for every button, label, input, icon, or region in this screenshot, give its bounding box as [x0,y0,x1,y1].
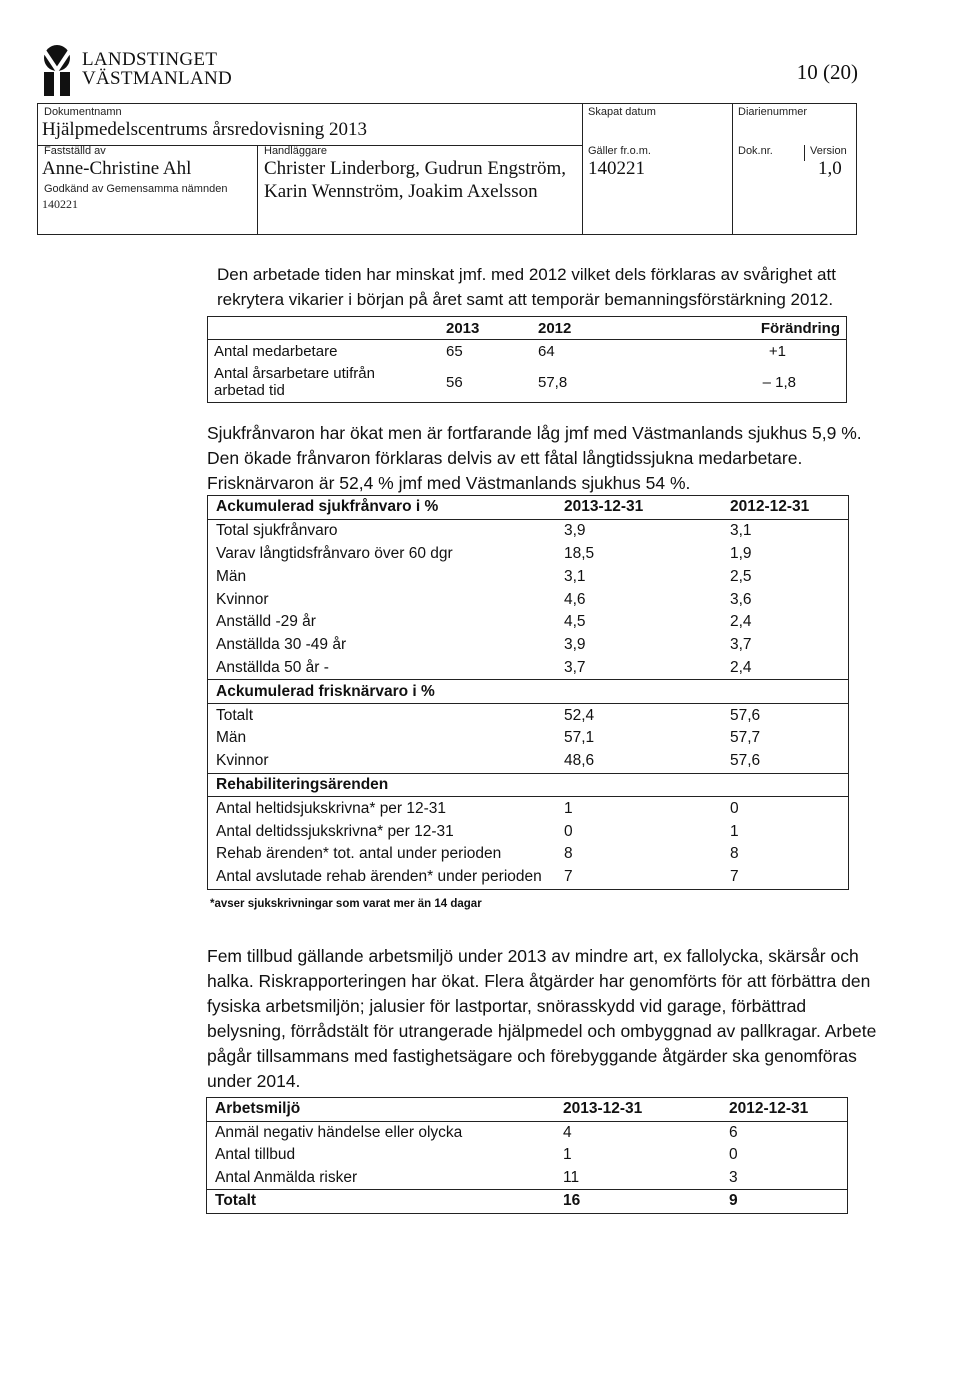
cell-label: Män [216,567,247,585]
cell-label: Antal Anmälda risker [215,1168,358,1186]
created-date-label: Skapat datum [588,106,656,118]
cell-change: – 1,8 [762,373,796,391]
handler-line1: Christer Linderborg, Gudrun Engström, [264,158,567,179]
cell-2013: 56 [446,373,463,391]
staff-change-table [207,316,847,403]
para1-line1: Den arbetade tiden har minskat jmf. med 2012 vilket dels förklaras av svårighet att [217,265,836,284]
cell-label: Antal avslutade rehab ärenden* under perioden [216,868,542,886]
sick-section-rehab: Rehabiliteringsärenden [208,773,849,797]
table-row [208,362,847,403]
table-row [208,565,849,588]
para3-line2: halka. Riskrapporteringen har ökat. Flera åtgärder har genomförts för att förbättra den [207,971,871,991]
para1-line2: rekrytera vikarier i början på året samt att temporär bemanningsförstärkning 2012. [217,290,834,309]
cell-2013: 65 [446,342,463,360]
valid-from-label: Gäller fr.o.m. [588,145,651,157]
env-total-label: Totalt [215,1192,257,1210]
cell-label: Anställd -29 år [216,613,316,631]
cell-2012: 0 [730,799,739,817]
cell-2012: 57,8 [538,373,568,391]
para3-line3: fysiska arbetsmiljön; jalusier för lastportar, snörasskydd vid garage, förbättrad [207,996,807,1016]
para2-line2: Den ökade frånvaron förklaras delvis av ett fåtal långtidssjukna medarbetare. [207,448,803,468]
valid-from: 140221 [588,158,645,179]
footnote: *avser sjukskrivningar som varat mer än 14 dagar [210,898,482,910]
cell-label: Kvinnor [216,590,269,608]
para2-line1: Sjukfrånvaron har ökat men är fortfarande låg jmf med Västmanlands sjukhus 5,9 %. [207,423,862,443]
cell-2013: 3,1 [564,567,586,585]
cell-2012: 1 [730,822,739,840]
sick-leave-table [207,495,849,890]
cell-2013: 18,5 [564,544,595,562]
para2-line3: Frisknärvaron är 52,4 % jmf med Västmanlands sjukhus 54 %. [207,473,691,493]
table-row [207,1167,848,1190]
table-row [208,797,849,820]
handler-label: Handläggare [264,145,327,157]
table-row [207,1144,848,1167]
cell-2013: 0 [564,822,573,840]
work-environment-table [206,1097,848,1214]
cell-label: Antal tillbud [215,1146,296,1164]
cell-2012: 3,7 [730,636,752,654]
env-header-2012: 2012-12-31 [721,1098,848,1122]
table-row-total [207,1190,848,1214]
version-label: Version [810,145,847,157]
para3-line1: Fem tillbud gällande arbetsmiljö under 2013 av mindre art, ex fallolycka, skärsår och [207,946,859,966]
cell-2012: 64 [538,342,555,360]
cell-2012: 8 [730,845,739,863]
cell-2013: 7 [564,868,573,886]
sick-header-label: Ackumulerad sjukfrånvaro i % [208,496,557,520]
env-header-2013: 2013-12-31 [555,1098,721,1122]
cell-2013: 1 [564,799,573,817]
cell-label: Varav långtidsfrånvaro över 60 dgr [216,544,453,562]
cell-label: Total sjukfrånvaro [216,522,338,540]
cell-2013: 4,5 [564,613,586,631]
cell-2013: 4 [563,1123,572,1141]
table-row [208,866,849,889]
cell-2013: 3,7 [564,658,586,676]
para3-line5: pågår tillsammans med fastighetsägare och förebyggande åtgärder ska genomföras [207,1046,857,1066]
diary-number-label: Diarienummer [738,106,808,118]
cell-2013: 48,6 [564,752,595,770]
cell-2012: 57,6 [730,706,761,724]
paragraph-work-environment [207,944,907,1094]
change-header-2012: 2012 [538,319,572,337]
cell-2012: 57,6 [730,752,761,770]
table-row [208,519,849,542]
cell-2012: 2,4 [730,613,752,631]
para3-line6: under 2014. [207,1071,301,1091]
cell-2013: 11 [563,1168,580,1186]
paragraph-worked-time [217,262,897,312]
version: 1,0 [818,158,842,179]
approved-board-date: 140221 [42,197,78,211]
doc-number-label: Dok.nr. [738,145,773,157]
org-name-line1: LANDSTINGET [82,49,218,70]
cell-2012: 3 [729,1168,738,1186]
cell-2012: 2,4 [730,658,752,676]
doc-name-label: Dokumentnamn [44,106,122,118]
document-meta-table [37,103,857,235]
cell-label-line1: Antal årsarbetare utifrån [214,365,375,382]
table-row [208,340,847,363]
cell-label-line2: arbetad tid [214,382,285,399]
cell-label: Anställda 50 år - [216,658,329,676]
cell-2012: 3,6 [730,590,752,608]
env-total-2013: 16 [563,1192,581,1210]
table-row [208,634,849,657]
table-row [208,750,849,773]
cell-label [208,362,441,403]
cell-2013: 52,4 [564,706,595,724]
landstinget-logo-icon [38,44,76,98]
approved-board-label: Godkänd av Gemensamma nämnden [44,183,228,195]
cell-label: Antal medarbetare [214,342,338,360]
table-row [208,588,849,611]
table-row [208,611,849,634]
table-row [208,704,849,727]
cell-2013: 8 [564,845,573,863]
table-row [208,820,849,843]
sick-header-2012: 2012-12-31 [722,496,849,520]
cell-2012: 1,9 [730,544,752,562]
cell-label: Anställda 30 -49 år [216,636,347,654]
cell-2012: 0 [729,1146,738,1164]
change-header-change: Förändring [760,319,840,337]
table-row [207,1121,848,1144]
cell-2013: 4,6 [564,590,586,608]
sick-header-2013: 2013-12-31 [556,496,722,520]
env-total-2012: 9 [729,1192,738,1210]
cell-label: Rehab ärenden* tot. antal under perioden [216,845,502,863]
cell-2012: 2,5 [730,567,752,585]
cell-label: Kvinnor [216,752,269,770]
cell-2012: 57,7 [730,729,761,747]
approved-by: Anne-Christine Ahl [42,158,192,179]
cell-2013: 3,9 [564,636,586,654]
cell-label: Anmäl negativ händelse eller olycka [215,1123,463,1141]
table-row [208,543,849,566]
table-row [208,727,849,750]
table-row [208,657,849,680]
org-name-line2: VÄSTMANLAND [82,68,233,89]
org-name [82,50,232,88]
change-header-2013: 2013 [446,319,480,337]
org-logo [38,44,248,100]
approved-by-label: Fastställd av [44,145,106,157]
cell-2012: 3,1 [730,522,752,540]
cell-2012: 6 [729,1123,738,1141]
page-number: 10 (20) [796,60,858,84]
cell-2012: 7 [730,868,739,886]
doc-name: Hjälpmedelscentrums årsredovisning 2013 [42,119,368,140]
para3-line4: belysning, förrådstält för utrangerade hjälpmedel och ombyggnad av pallkragar. Arbete [207,1021,877,1041]
cell-label: Totalt [216,706,254,724]
cell-label: Män [216,729,247,747]
cell-change: +1 [768,342,786,360]
cell-label: Antal deltidssjukskrivna* per 12-31 [216,822,454,840]
cell-2013: 57,1 [564,729,595,747]
cell-2013: 1 [563,1146,572,1164]
paragraph-sick-leave [207,421,907,496]
handler-line2: Karin Wennström, Joakim Axelsson [264,181,538,202]
cell-label: Antal heltidsjukskrivna* per 12-31 [216,799,447,817]
cell-2013: 3,9 [564,522,586,540]
table-row [208,843,849,866]
sick-section-presence: Ackumulerad frisknärvaro i % [208,680,849,704]
env-header-label: Arbetsmiljö [207,1098,556,1122]
change-header-empty [208,317,441,340]
